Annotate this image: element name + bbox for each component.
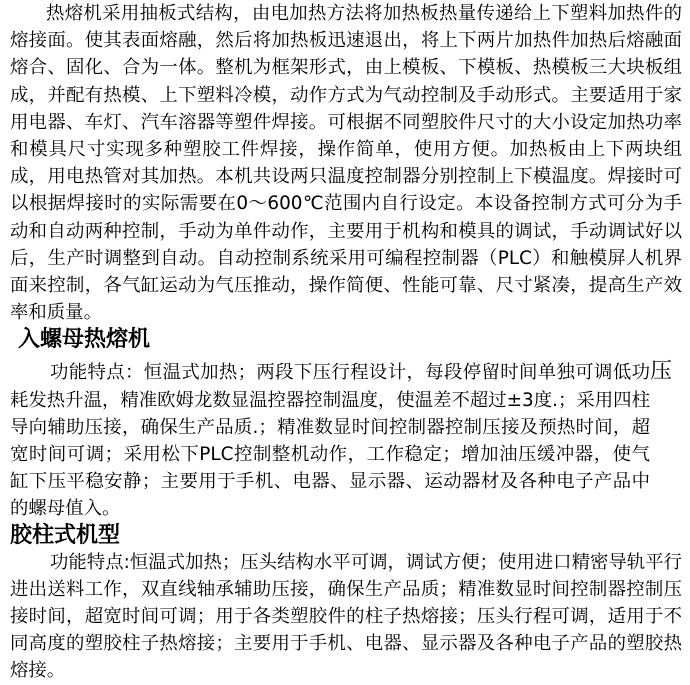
section2-heading-lead: 压 bbox=[649, 359, 672, 385]
section1-body-row bbox=[10, 354, 682, 522]
section2-paragraph: 功能特点:恒温式加热；压头结构水平可调，调试方便；使用进口精密导轨平行进出送料工作，双直线轴承辅助压接，确保生产品质；精准数显时间控制器控制压接时间，超宽时间可调；用于各类塑胶件的柱子热熔接；压头行程可调，适用于不同高度的塑胶柱子热熔接；主要用于手机、电器、显示器及各种电子产品的塑胶热熔接。 bbox=[10, 551, 682, 682]
section-heading-glue-column: 胶柱式机型 bbox=[10, 522, 121, 548]
intro-paragraph: 热熔机采用抽板式结构，由电加热方法将加热板热量传递给上下塑料加热件的熔接面。使其表面熔融，然后将加热板迅速退出，将上下两片加热件加热后熔融面熔合、固化、合为一体。整机为框架形式，由上模板、下模板、热模板三大块板组成，并配有热模、上下塑料冷模，动作方式为气动控制及手动形式。主要适用于家用电器、车灯、汽车溶器等塑件焊接。可根据不同塑胶件尺寸的大小设定加热功率和模具尺寸实现多种塑胶工件焊接，操作简单，使用方便。加热板由上下两块组成，用电热管对其加热。本机共设两只温度控制器分别控制上下模温度。焊接时可以根据焊接时的实际需要在0～600℃范围内自行设定。本设备控制方式可分为手动和自动两种控制，手动为单件动作，主要用于机构和模具的调试，手动调试好以后，生产时调整到自动。自动控制系统采用可编程控制器（PLC）和触模屏人机界面来控制，各气缸运动为气压推动，操作简便、性能可靠、尺寸紧凑，提高生产效率和质量。 bbox=[10, 3, 682, 324]
section1-paragraph: 功能特点：恒温式加热；两段下压行程设计，每段停留时间单独可调低功耗发热升温，精准欧姆龙数显温控器控制温度，使温差不超过±3度.；采用四柱导向辅助压接，确保生产品质.；精准数显时间控制器控制压接及预热时间，超宽时间可调；采用松下PLC控制整机动作，工作稳定；增加油压缓冲器，使气缸下压平稳安静；主要用于手机、电器、显示器、运动器材及各种电子产品中的螺母值入。 bbox=[10, 362, 650, 520]
section-heading-nut-insert: 入螺母热熔机 bbox=[18, 327, 151, 353]
